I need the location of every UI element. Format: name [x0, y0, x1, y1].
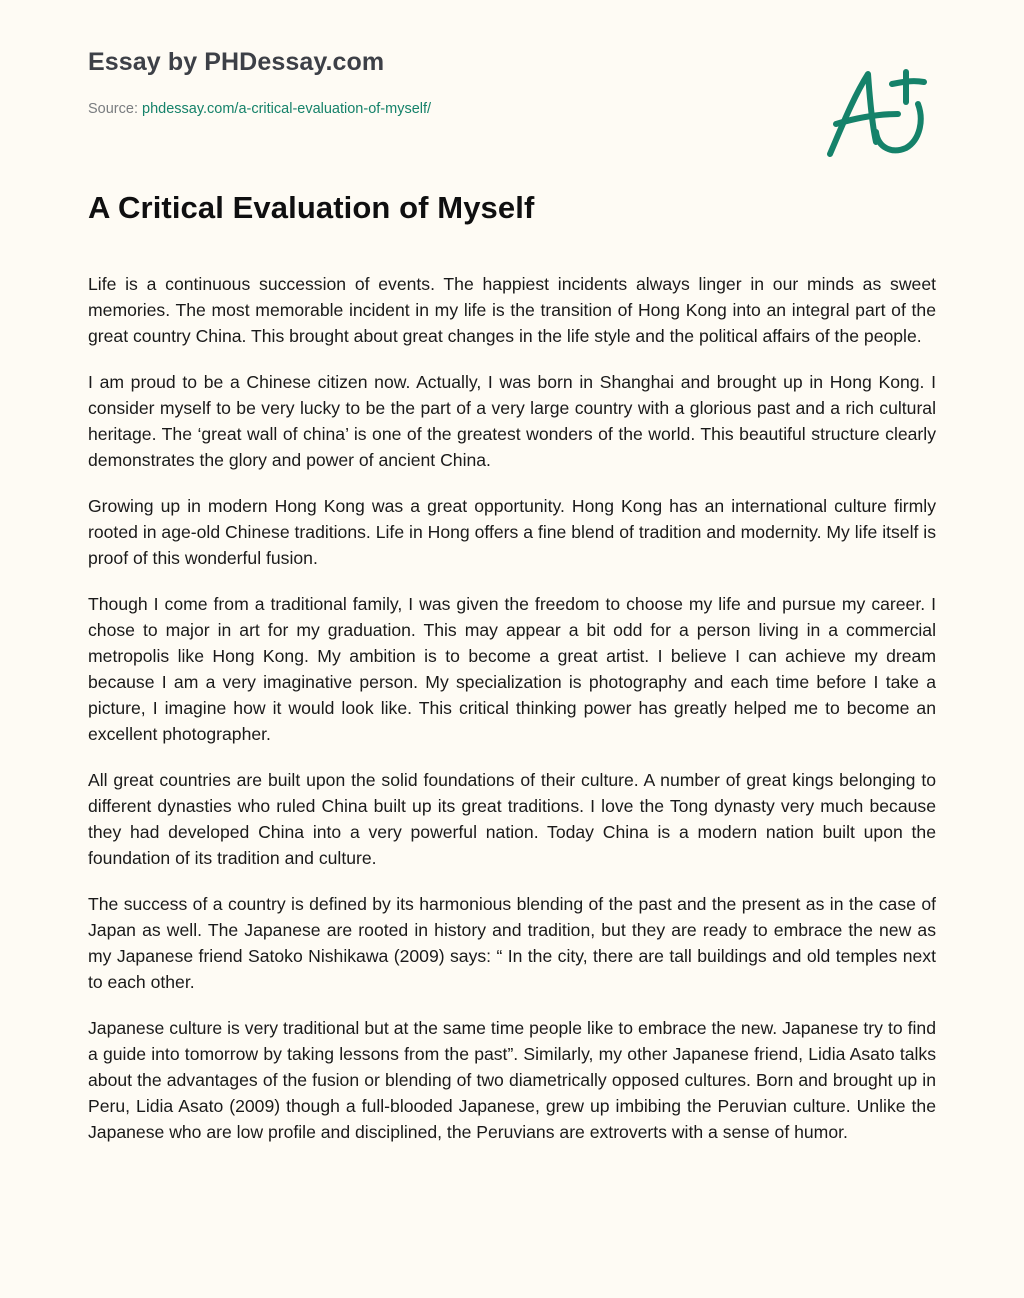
- essay-paragraph-7: Japanese culture is very traditional but at the same time people like to embrace the new. Japanese try to find a guide into tomorrow by taking lessons from the past”. Similarly, my other Japanese friend, Lidia Asato talks about the advantages of the fusion or blending of two diametrically opposed cultures. Born and brought up in Peru, Lidia Asato (2009) though a full-blooded Japanese, grew up imbibing the Peruvian culture. Unlike the Japanese who are low profile and disciplined, the Peruvians are extroverts with a sense of humor.: [88, 1018, 936, 1142]
- essay-paragraph-2: I am proud to be a Chinese citizen now. Actually, I was born in Shanghai and brought up in Hong Kong. I consider myself to be very lucky to be the part of a very large country with a glorious past and a rich cultural heritage. The ‘great wall of china’ is one of the greatest wonders of the world. This beautiful structure clearly demonstrates the glory and power of ancient China.: [88, 372, 936, 470]
- essay-paragraph-1: Life is a continuous succession of events. The happiest incidents always linger in our minds as sweet memories. The most memorable incident in my life is the transition of Hong Kong into an integral part of the great country China. This brought about great changes in the life style and the political affairs of the people.: [88, 274, 936, 346]
- essay-body: [88, 271, 936, 1165]
- source-line: [88, 101, 431, 117]
- site-title: Essay by PHDessay.com: [88, 48, 385, 76]
- source-label: Source:: [88, 101, 138, 117]
- source-link[interactable]: phdessay.com/a-critical-evaluation-of-myself/: [142, 101, 432, 117]
- essay-title: A Critical Evaluation of Myself: [88, 190, 535, 225]
- essay-paragraph-4: Though I come from a traditional family, I was given the freedom to choose my life and pursue my career. I chose to major in art for my graduation. This may appear a bit odd for a person living in a commercial metropolis like Hong Kong. My ambition is to become a great artist. I believe I can achieve my dream because I am a very imaginative person. My specialization is photography and each time before I take a picture, I imagine how it would look like. This critical thinking power has greatly helped me to become an excellent photographer.: [88, 594, 936, 744]
- essay-paragraph-6: The success of a country is defined by its harmonious blending of the past and the present as in the case of Japan as well. The Japanese are rooted in history and tradition, but they are ready to embrace the new as my Japanese friend Satoko Nishikawa (2009) says: “ In the city, there are tall buildings and old temples next to each other.: [88, 894, 936, 992]
- essay-paragraph-5: All great countries are built upon the solid foundations of their culture. A number of great kings belonging to different dynasties who ruled China built up its great traditions. I love the Tong dynasty very much because they had developed China into a very powerful nation. Today China is a modern nation built upon the foundation of its tradition and culture.: [88, 770, 936, 868]
- a-plus-grade-icon: [820, 62, 932, 162]
- essay-paragraph-3: Growing up in modern Hong Kong was a great opportunity. Hong Kong has an international culture firmly rooted in age-old Chinese traditions. Life in Hong offers a fine blend of tradition and modernity. My life itself is proof of this wonderful fusion.: [88, 496, 936, 568]
